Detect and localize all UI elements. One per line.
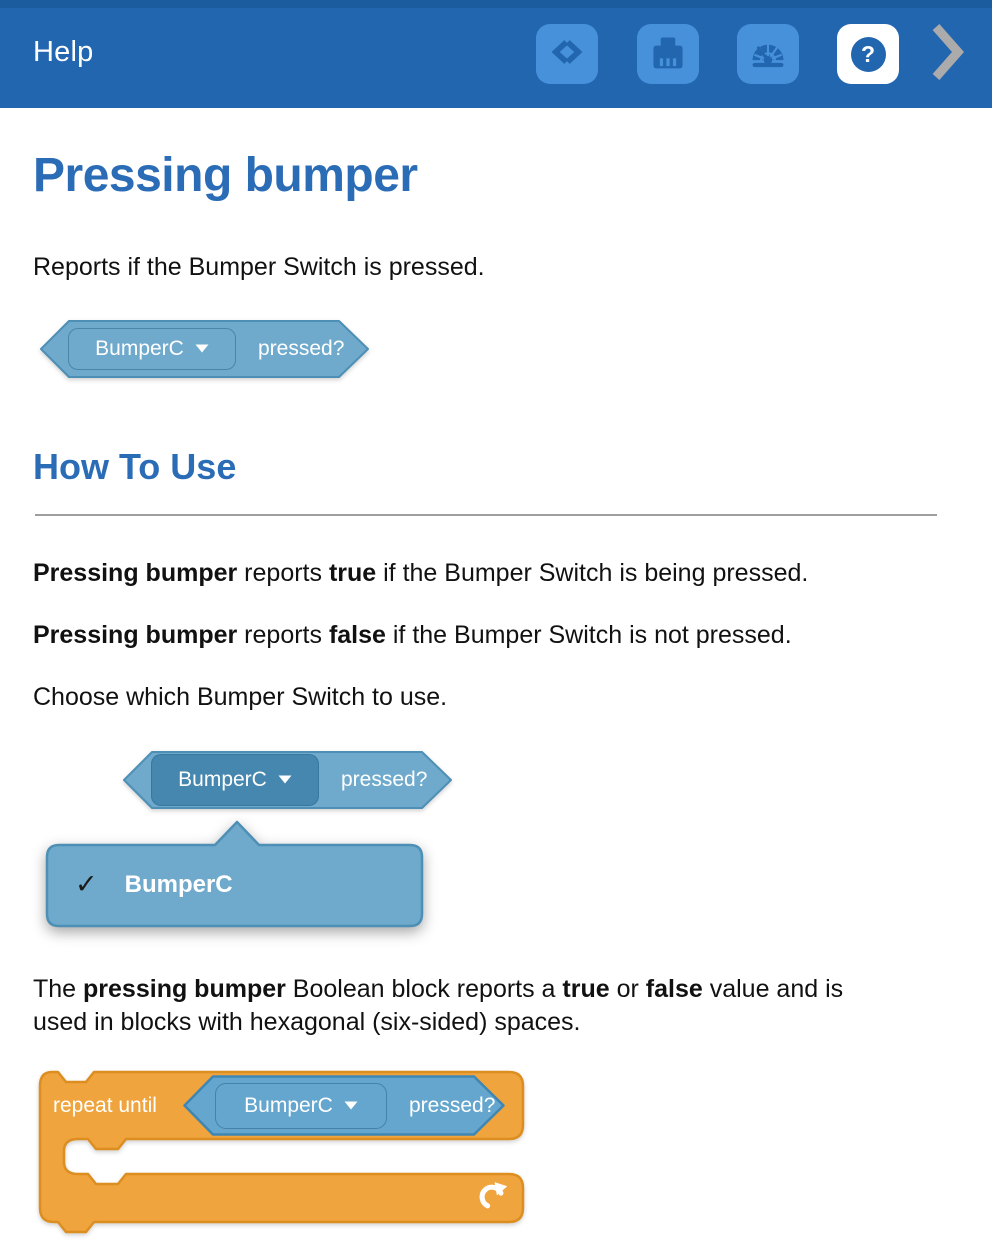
- menu-option-bumperc[interactable]: [45, 845, 424, 924]
- article-title: Pressing bumper: [33, 149, 418, 202]
- how-to-use-heading: How To Use: [33, 446, 237, 487]
- section-divider: [35, 514, 937, 516]
- bold-text: Pressing bumper: [33, 559, 238, 587]
- page-header-title: Help: [33, 36, 94, 68]
- help-question-mark: ?: [860, 40, 876, 67]
- plain-text: reports: [237, 559, 329, 587]
- dashboard-tab-button[interactable]: [737, 24, 799, 84]
- dashboard-icon: [748, 32, 788, 77]
- device-dropdown[interactable]: [68, 328, 236, 370]
- paragraph-choose: Choose which Bumper Switch to use.: [33, 683, 448, 711]
- brain-port-icon: [648, 32, 688, 77]
- bold-text: true: [562, 975, 610, 1003]
- paragraph-false: [33, 619, 792, 652]
- next-panel-button[interactable]: [920, 22, 976, 86]
- intro-text: Reports if the Bumper Switch is pressed.: [33, 253, 485, 281]
- bold-text: false: [328, 621, 386, 649]
- pressed-label: pressed?: [341, 768, 428, 791]
- header-bar: [0, 0, 992, 108]
- pressing-bumper-block: [40, 320, 370, 378]
- bold-text: pressing bumper: [83, 975, 286, 1003]
- bold-text: true: [328, 559, 377, 587]
- bold-text: false: [645, 975, 703, 1003]
- repeat-until-block: [38, 1070, 528, 1240]
- plain-text: Boolean block reports a: [285, 975, 563, 1003]
- checkmark-icon: ✓: [75, 869, 98, 899]
- plain-text: if the Bumper Switch is being pressed.: [376, 559, 809, 587]
- repeat-until-label: repeat until: [53, 1093, 157, 1117]
- next-chevron-icon: [927, 20, 969, 89]
- device-dropdown-menu: [45, 818, 424, 930]
- paragraph-boolean-desc: [33, 973, 883, 1039]
- caret-down-icon: [344, 1097, 358, 1115]
- device-dropdown[interactable]: [215, 1083, 387, 1129]
- device-dropdown-value: BumperC: [95, 337, 184, 360]
- code-tab-button[interactable]: [536, 24, 598, 84]
- plain-text: if the Bumper Switch is not pressed.: [385, 621, 792, 649]
- bold-text: Pressing bumper: [33, 621, 238, 649]
- device-dropdown-value: BumperC: [244, 1093, 333, 1117]
- pressed-label: pressed?: [258, 337, 345, 360]
- plain-text: value and is used in blocks with hexagonal (six-sided) spaces.: [33, 975, 844, 1036]
- header-top-strip: [0, 0, 992, 8]
- caret-down-icon: [278, 771, 292, 789]
- caret-down-icon: [195, 340, 209, 358]
- help-icon: [851, 37, 886, 72]
- plain-text: The: [33, 975, 84, 1003]
- menu-option-label: BumperC: [124, 870, 233, 898]
- device-dropdown-open[interactable]: [151, 754, 319, 806]
- loop-arrow-icon: [479, 1181, 509, 1211]
- plain-text: or: [609, 975, 646, 1003]
- code-icon: [547, 32, 587, 77]
- plain-text: reports: [237, 621, 329, 649]
- device-dropdown-value: BumperC: [178, 768, 267, 791]
- pressing-bumper-block-active: [123, 751, 453, 809]
- help-tab-button[interactable]: [837, 24, 899, 84]
- paragraph-true: [33, 557, 808, 590]
- pressed-label: pressed?: [409, 1093, 496, 1117]
- device-tab-button[interactable]: [637, 24, 699, 84]
- nested-boolean-block: [183, 1075, 505, 1136]
